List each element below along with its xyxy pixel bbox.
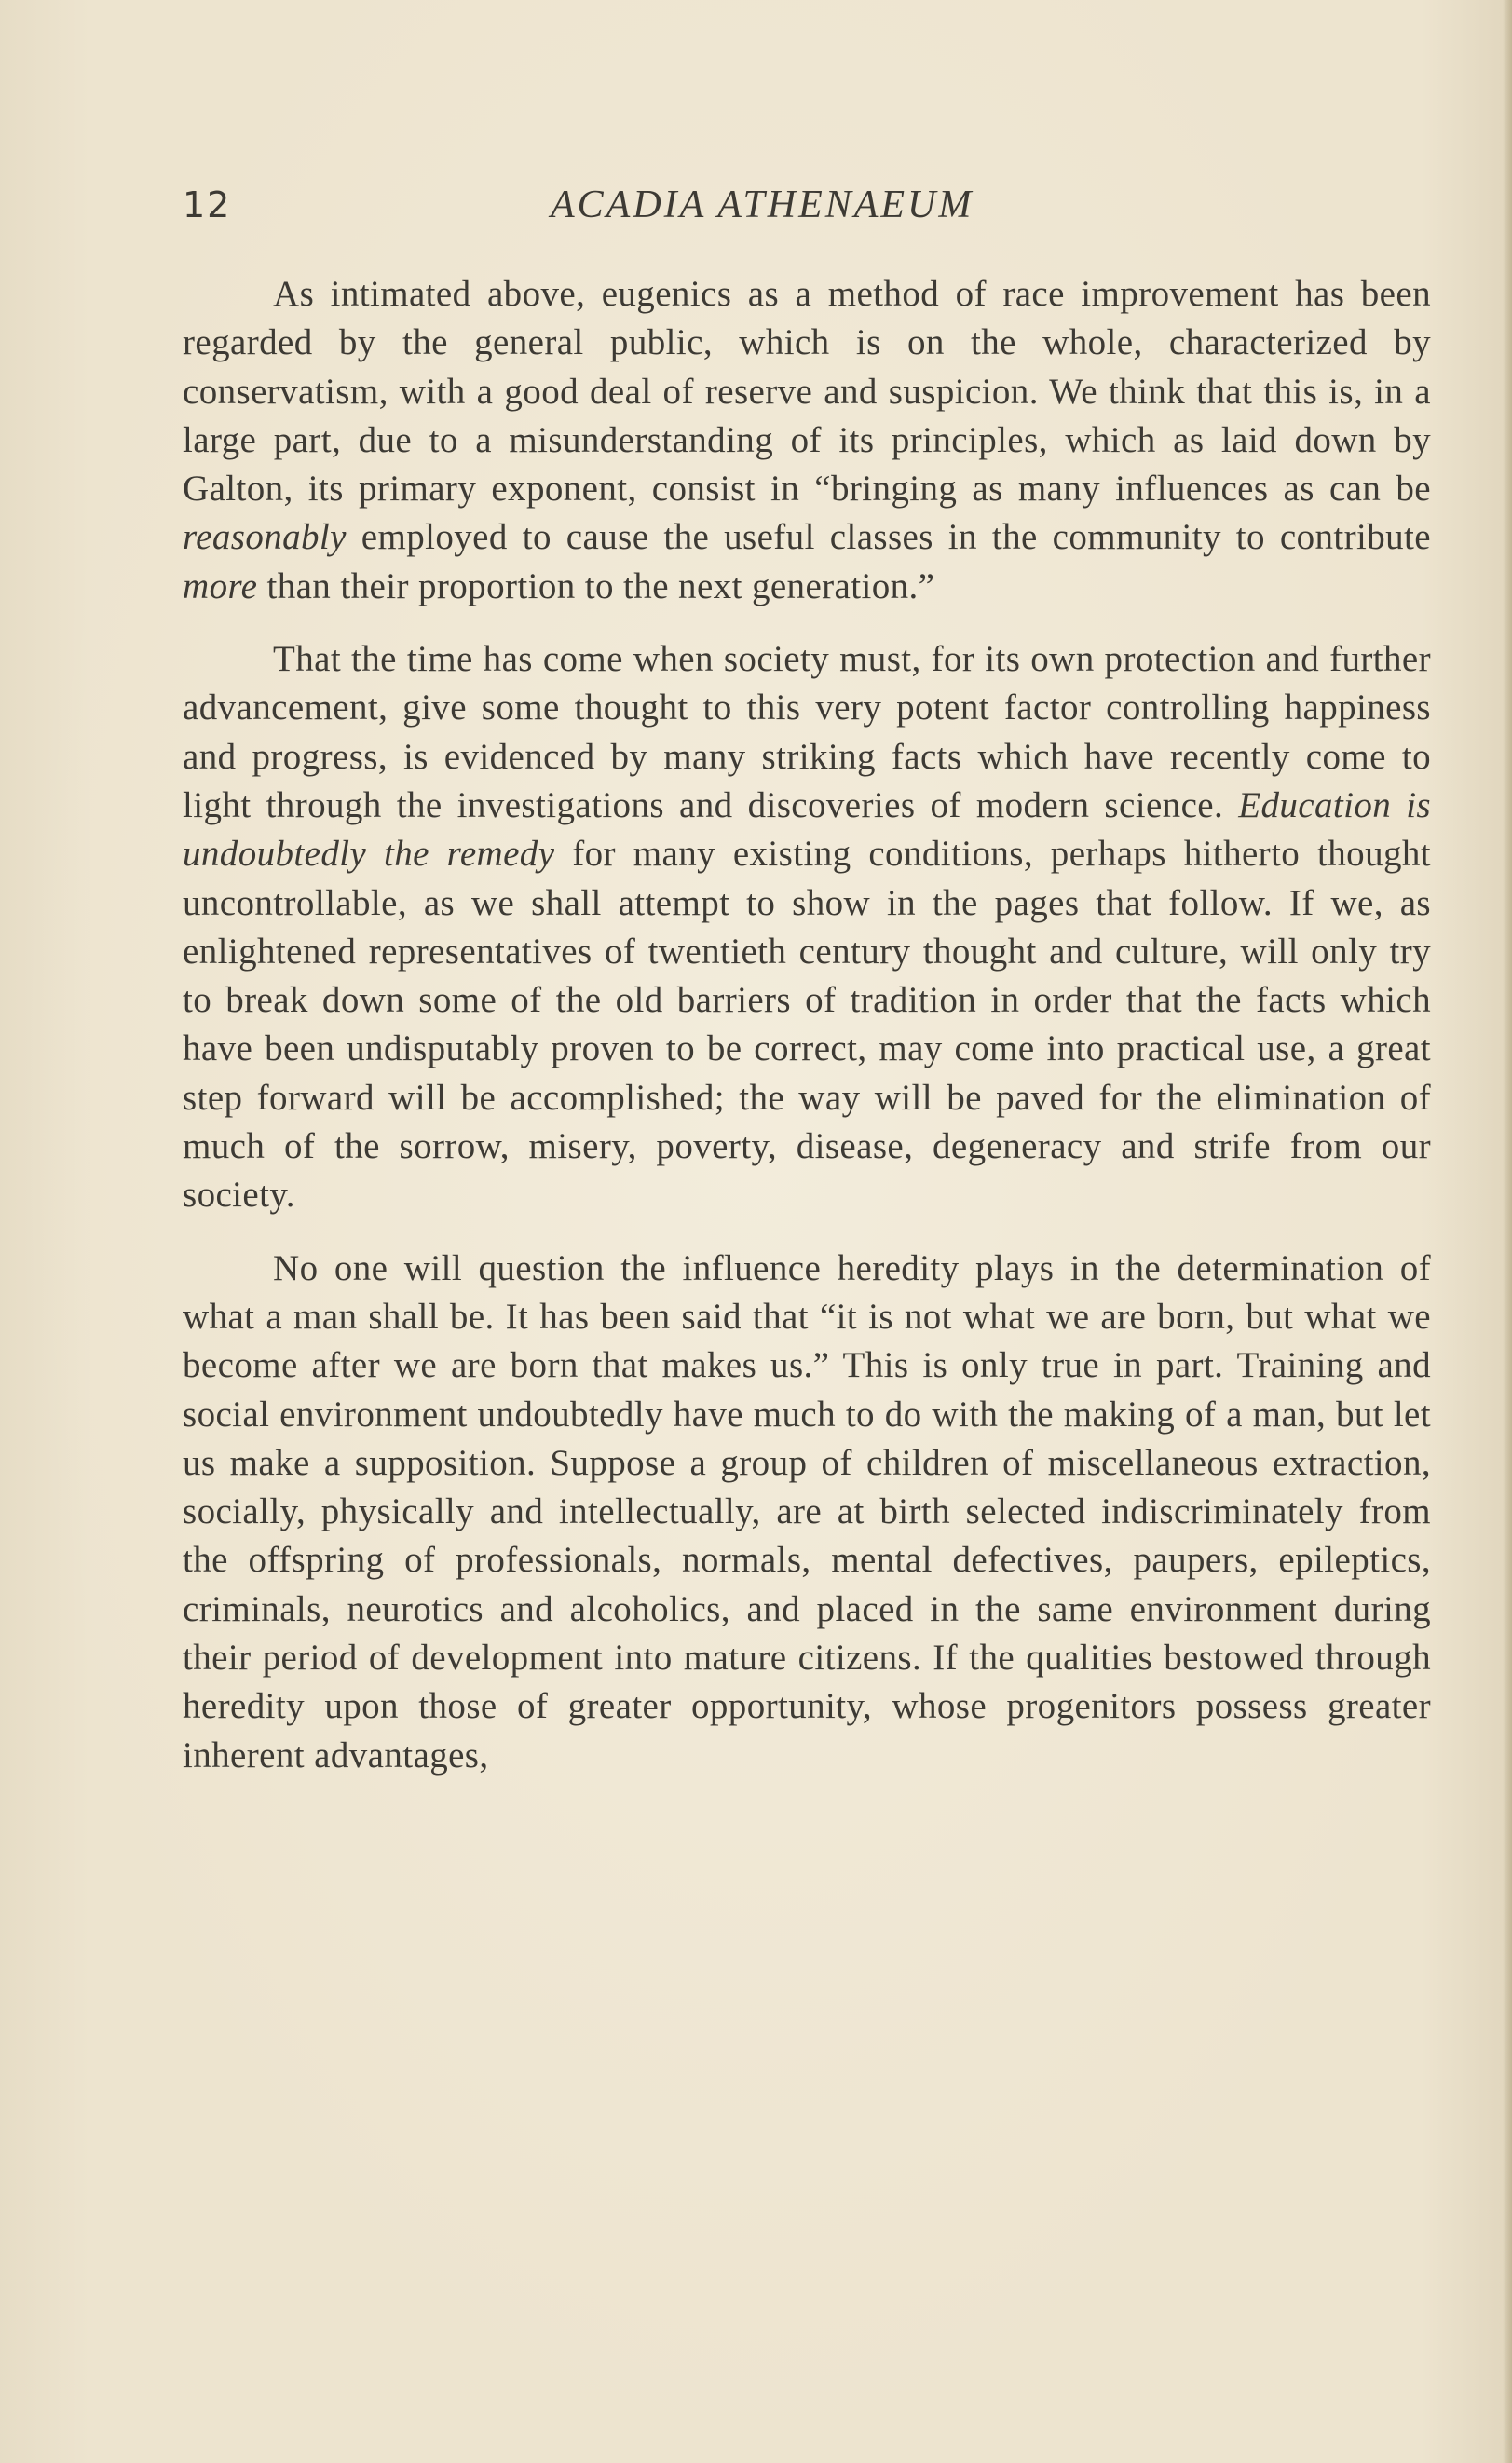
paragraph-1-text-b: employed to cause the useful classes in the community to contribute <box>346 517 1431 558</box>
emphasis-more: more <box>183 565 258 606</box>
paragraph-1-text-c: than their proportion to the next generation.” <box>257 565 935 606</box>
body-text <box>183 270 1431 1780</box>
paragraph-3: No one will question the influence heredity plays in the determination of what a man shall be. It has been said that “it is not what we are born, but what we become after we are born that makes us.” This is only true in part. Training and social environment undoubtedly have much to do with the making of a man, but let us make a supposition. Suppose a group of children of miscellaneous extraction, socially, physically and intellectually, are at birth selected indiscriminately from the offspring of professionals, normals, mental defectives, paupers, epileptics, criminals, neurotics and alcoholics, and placed in the same environment during their period of development into mature citizens. If the qualities bestowed through heredity upon those of greater opportunity, whose progenitors possess greater inherent advantages, <box>183 1247 1431 1776</box>
paragraph-2-text-a: That the time has come when society must, for its own protection and further advancement, give some thought to this very potent factor controlling happiness and progress, is evidenced by many striking facts which have recently come to light through the investigations and discoveries of modern science. <box>183 639 1431 825</box>
paragraph-1-text-a: As intimated above, eugenics as a method of race improvement has been regarded by the general public, which is on the whole, characterized by conservatism, with a good deal of reserve and suspicion. We think that this is, in a large part, due to a misunderstanding of its principles, which as laid down by Galton, its primary exponent, consist in “bringing as many influences as can be <box>183 274 1431 510</box>
page-header <box>183 177 1431 233</box>
running-head: ACADIA ATHENAEUM <box>551 184 974 226</box>
emphasis-reasonably: reasonably <box>183 517 347 558</box>
page-number: 12 <box>183 184 232 225</box>
emphasis-education-remedy: Education is undoubtedly the remedy <box>183 784 1432 875</box>
paragraph-2-text-b: for many existing conditions, perhaps hitherto thought uncontrollable, as we shall attempt to show in the pages that follow. If we, as enlightened representatives of twentieth century thought and culture, will only try to break down some of the old barriers of tradition in order that the facts which have been undisputably proven to be correct, may come into practical use, a great step forward will be accomplished; the way will be paved for the elimination of much of the sorrow, misery, poverty, disease, degeneracy and strife from our society. <box>183 834 1432 1216</box>
page-edge-shadow <box>1503 0 1512 2463</box>
paragraph-2 <box>183 635 1431 1220</box>
paragraph-1 <box>183 270 1431 611</box>
